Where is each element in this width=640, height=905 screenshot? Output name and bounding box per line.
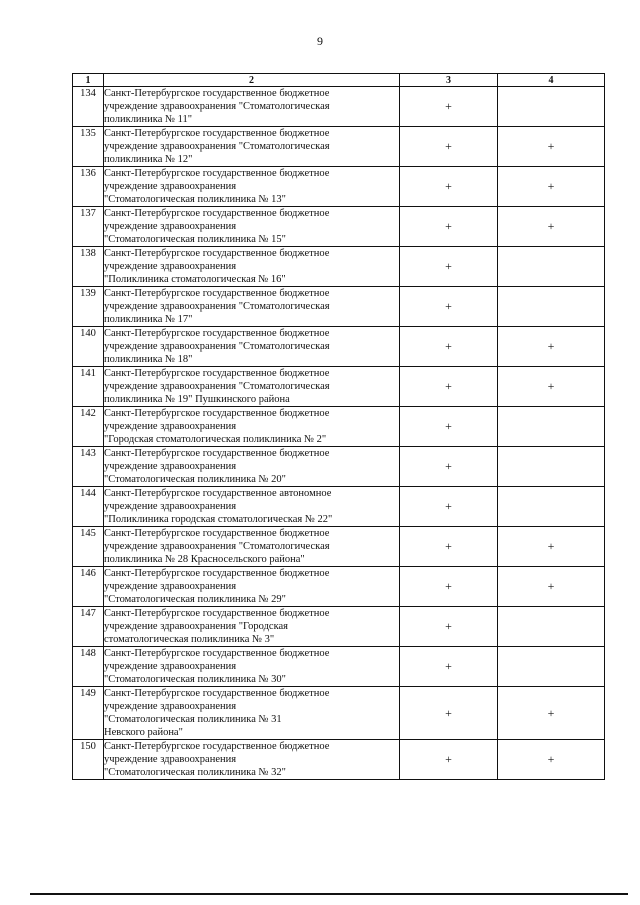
institution-name [104, 87, 400, 127]
row-number: 137 [73, 207, 104, 247]
row-number: 142 [73, 407, 104, 447]
col3-mark: + [400, 87, 498, 127]
institution-name-line: учреждение здравоохранения "Стоматологическая [104, 341, 330, 352]
institution-name [104, 447, 400, 487]
page-number: 9 [317, 34, 323, 48]
institution-name-line: учреждение здравоохранения [104, 661, 237, 672]
header-row [73, 74, 605, 87]
row-number: 134 [73, 87, 104, 127]
institution-name-line: учреждение здравоохранения [104, 501, 237, 512]
col4-mark: + [498, 567, 605, 607]
table-row [73, 740, 605, 780]
institution-name-line: Санкт-Петербургское государственное бюджетное [104, 128, 330, 139]
institution-name-line: "Стоматологическая поликлиника № 30" [104, 674, 286, 685]
institution-name-line: учреждение здравоохранения [104, 221, 237, 232]
institution-name-line: "Стоматологическая поликлиника № 13" [104, 194, 286, 205]
institution-name-line: учреждение здравоохранения "Стоматологическая [104, 141, 330, 152]
institution-name-line: Санкт-Петербургское государственное бюджетное [104, 208, 330, 219]
table-row [73, 247, 605, 287]
col4-mark: + [498, 127, 605, 167]
col3-mark: + [400, 687, 498, 740]
col4-mark: + [498, 687, 605, 740]
col4-mark: + [498, 367, 605, 407]
institution-name-line: "Городская стоматологическая поликлиника № 2" [104, 434, 327, 445]
institution-name [104, 127, 400, 167]
institution-name-line: учреждение здравоохранения "Стоматологическая [104, 541, 330, 552]
institution-name-line: Санкт-Петербургское государственное бюджетное [104, 648, 330, 659]
table-row [73, 367, 605, 407]
table-row [73, 207, 605, 247]
table-row [73, 407, 605, 447]
table-row [73, 127, 605, 167]
col4-mark: + [498, 207, 605, 247]
col4-mark [498, 87, 605, 127]
institution-name [104, 740, 400, 780]
col4-mark: + [498, 327, 605, 367]
institution-name [104, 247, 400, 287]
institution-name-line: "Стоматологическая поликлиника № 32" [104, 767, 286, 778]
institution-name-line: "Поликлиника стоматологическая № 16" [104, 274, 286, 285]
col3-mark: + [400, 487, 498, 527]
institution-name [104, 327, 400, 367]
header-col-4: 4 [498, 74, 605, 87]
institution-name [104, 487, 400, 527]
institution-name-line: Санкт-Петербургское государственное бюджетное [104, 328, 330, 339]
institution-name [104, 207, 400, 247]
col4-mark [498, 607, 605, 647]
institution-name [104, 607, 400, 647]
row-number: 150 [73, 740, 104, 780]
col4-mark [498, 447, 605, 487]
institution-name-line: Санкт-Петербургское государственное автономное [104, 488, 332, 499]
institution-name-line: поликлиника № 18" [104, 354, 193, 365]
table-row [73, 567, 605, 607]
col3-mark: + [400, 327, 498, 367]
institution-name-line: "Стоматологическая поликлиника № 29" [104, 594, 286, 605]
institution-name-line: учреждение здравоохранения [104, 754, 237, 765]
table-row [73, 687, 605, 740]
institution-name-line: "Стоматологическая поликлиника № 20" [104, 474, 286, 485]
institution-name-line: поликлиника № 19" Пушкинского района [104, 394, 290, 405]
header-col-2: 2 [104, 74, 400, 87]
row-number: 147 [73, 607, 104, 647]
row-number: 141 [73, 367, 104, 407]
row-number: 149 [73, 687, 104, 740]
col4-mark [498, 487, 605, 527]
institution-name-line: Санкт-Петербургское государственное бюджетное [104, 88, 330, 99]
col3-mark: + [400, 247, 498, 287]
table-body [73, 87, 605, 780]
table-row [73, 327, 605, 367]
header-col-3: 3 [400, 74, 498, 87]
table-row [73, 287, 605, 327]
col4-mark [498, 647, 605, 687]
institution-name-line: учреждение здравоохранения "Городская [104, 621, 289, 632]
col4-mark: + [498, 167, 605, 207]
institution-name-line: учреждение здравоохранения [104, 421, 237, 432]
institution-name-line: Санкт-Петербургское государственное бюджетное [104, 688, 330, 699]
institution-name-line: Санкт-Петербургское государственное бюджетное [104, 288, 330, 299]
institution-name-line: учреждение здравоохранения "Стоматологическая [104, 381, 330, 392]
row-number: 140 [73, 327, 104, 367]
col4-mark [498, 407, 605, 447]
institution-name-line: Санкт-Петербургское государственное бюджетное [104, 568, 330, 579]
institution-name [104, 287, 400, 327]
institution-name-line: "Стоматологическая поликлиника № 15" [104, 234, 286, 245]
row-number: 146 [73, 567, 104, 607]
institution-name-line: учреждение здравоохранения [104, 701, 237, 712]
institution-name-line: "Поликлиника городская стоматологическая № 22" [104, 514, 333, 525]
col3-mark: + [400, 167, 498, 207]
col4-mark: + [498, 527, 605, 567]
col4-mark [498, 287, 605, 327]
institution-name-line: Санкт-Петербургское государственное бюджетное [104, 608, 330, 619]
clinics-table [72, 73, 605, 780]
institution-name [104, 527, 400, 567]
col3-mark: + [400, 287, 498, 327]
col3-mark: + [400, 740, 498, 780]
header-col-1: 1 [73, 74, 104, 87]
institution-name-line: стоматологическая поликлиника № 3" [104, 634, 275, 645]
institution-name-line: поликлиника № 28 Красносельского района" [104, 554, 305, 565]
col3-mark: + [400, 447, 498, 487]
institution-name-line: "Стоматологическая поликлиника № 31 [104, 714, 282, 725]
col3-mark: + [400, 407, 498, 447]
col4-mark [498, 247, 605, 287]
row-number: 144 [73, 487, 104, 527]
row-number: 136 [73, 167, 104, 207]
institution-name-line: Санкт-Петербургское государственное бюджетное [104, 448, 330, 459]
institution-name-line: поликлиника № 12" [104, 154, 193, 165]
col3-mark: + [400, 127, 498, 167]
table-row [73, 527, 605, 567]
col3-mark: + [400, 607, 498, 647]
institution-name [104, 687, 400, 740]
institution-name [104, 167, 400, 207]
bottom-rule [30, 893, 628, 895]
institution-name-line: Санкт-Петербургское государственное бюджетное [104, 248, 330, 259]
table-row [73, 607, 605, 647]
col3-mark: + [400, 647, 498, 687]
institution-name-line: учреждение здравоохранения [104, 261, 237, 272]
row-number: 148 [73, 647, 104, 687]
institution-name-line: поликлиника № 17" [104, 314, 193, 325]
institution-name [104, 647, 400, 687]
institution-name-line: Санкт-Петербургское государственное бюджетное [104, 528, 330, 539]
row-number: 138 [73, 247, 104, 287]
institution-name-line: Санкт-Петербургское государственное бюджетное [104, 168, 330, 179]
institution-name-line: учреждение здравоохранения "Стоматологическая [104, 301, 330, 312]
row-number: 145 [73, 527, 104, 567]
institution-name-line: учреждение здравоохранения "Стоматологическая [104, 101, 330, 112]
col4-mark: + [498, 740, 605, 780]
institution-name-line: поликлиника № 11" [104, 114, 193, 125]
table-row [73, 87, 605, 127]
institution-name-line: Санкт-Петербургское государственное бюджетное [104, 408, 330, 419]
institution-name-line: Невского района" [104, 727, 183, 738]
col3-mark: + [400, 567, 498, 607]
table-row [73, 447, 605, 487]
institution-name [104, 367, 400, 407]
institution-name [104, 407, 400, 447]
table-row [73, 487, 605, 527]
row-number: 143 [73, 447, 104, 487]
col3-mark: + [400, 207, 498, 247]
institution-name [104, 567, 400, 607]
row-number: 139 [73, 287, 104, 327]
col3-mark: + [400, 367, 498, 407]
institution-name-line: Санкт-Петербургское государственное бюджетное [104, 741, 330, 752]
col3-mark: + [400, 527, 498, 567]
institution-name-line: Санкт-Петербургское государственное бюджетное [104, 368, 330, 379]
institution-name-line: учреждение здравоохранения [104, 181, 237, 192]
table-row [73, 647, 605, 687]
table-row [73, 167, 605, 207]
institution-name-line: учреждение здравоохранения [104, 581, 237, 592]
row-number: 135 [73, 127, 104, 167]
institution-name-line: учреждение здравоохранения [104, 461, 237, 472]
